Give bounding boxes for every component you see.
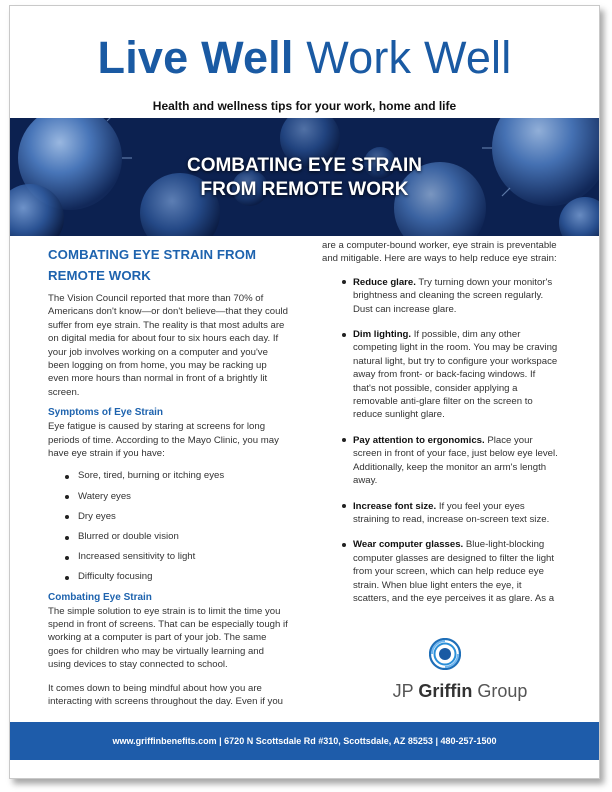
symptoms-intro: Eye fatigue is caused by staring at screens for long periods of time. According to the Mayo Clinic, you may have eye strain if you have: xyxy=(48,421,279,460)
tip-text: Try turning down your monitor's brightness and cleaning the screen regularly. Dust can increase glare. xyxy=(353,276,553,315)
newsletter-page xyxy=(9,5,600,779)
right-column xyxy=(322,239,560,617)
logo-text-jp: JP xyxy=(392,681,419,701)
article-heading-line1: COMBATING EYE STRAIN FROM xyxy=(48,247,257,262)
masthead-title xyxy=(10,32,599,84)
list-item: Blurred or double vision xyxy=(48,531,288,544)
tip-title: Dim lighting. xyxy=(353,329,412,341)
footer-contact-bar: www.griffinbenefits.com | 6720 N Scottsdale Rd #310, Scottsdale, AZ 85253 | 480-257-1500 xyxy=(10,722,599,760)
list-item: Difficulty focusing xyxy=(48,571,288,584)
tagline: Health and wellness tips for your work, home and life xyxy=(152,99,457,113)
banner-title-line2: FROM REMOTE WORK xyxy=(200,179,409,200)
company-logo xyxy=(360,638,560,718)
list-item: Dry eyes xyxy=(48,511,288,524)
list-item xyxy=(322,538,560,605)
combating-heading: Combating Eye Strain xyxy=(48,591,152,603)
hero-banner xyxy=(10,118,599,236)
intro-paragraph: The Vision Council reported that more than 70% of Americans don't know—or don't believe—that they could suffer from eye strain. The reality is that most adults are on digital media for about four to six hours each day. If your job involves working on a computer and you've been logging on from home, you may be racking up even more hours than normal in front of a brightly lit screen. xyxy=(48,293,288,398)
list-item: Watery eyes xyxy=(48,491,288,504)
list-item: Sore, tired, burning or itching eyes xyxy=(48,470,288,483)
tip-text: Place your screen in front of your face, just below eye level. Additionally, keep the monitor an arm's length away. xyxy=(353,434,558,487)
tip-title: Wear computer glasses. xyxy=(353,539,464,551)
tip-text: Blue-light-blocking computer glasses are designed to filter the light from your screen, which can help reduce eye strain. When blue light enters the eye, it scatters, and the eye perceives it as glare. As a xyxy=(353,539,555,604)
logo-wordmark xyxy=(360,681,560,702)
left-column xyxy=(48,244,288,716)
masthead-regular: Work Well xyxy=(306,32,512,83)
combating-paragraph-2: It comes down to being mindful about how you are interacting with screens throughout the day. Even if you xyxy=(48,682,284,708)
article-heading xyxy=(48,244,288,286)
logo-text-group: Group xyxy=(472,681,528,701)
tip-text: If possible, dim any other competing light in the room. You may be craving natural light, but try to configure your workspace away from front- or back-facing windows. If that's not possible, consider applying a removable anti-glare filter on the screen to reduce sunlight glare. xyxy=(353,329,558,421)
tip-title: Increase font size. xyxy=(353,500,437,512)
list-item xyxy=(322,500,560,527)
continued-paragraph: are a computer-bound worker, eye strain is preventable and mitigable. Here are ways to help reduce eye strain: xyxy=(322,240,557,265)
list-item xyxy=(322,328,560,422)
logo-text-griffin: Griffin xyxy=(418,681,473,701)
tip-title: Pay attention to ergonomics. xyxy=(353,434,485,446)
combating-paragraph-1: The simple solution to eye strain is to limit the time you spend in front of screens. That can be especially tough if working at a computer is part of your job. The same goes for children who may be virtually learning and using devices to stay connected to school. xyxy=(48,605,288,671)
list-item xyxy=(322,276,560,316)
swirl-logo-icon xyxy=(429,638,461,670)
article-heading-line2: REMOTE WORK xyxy=(48,268,151,283)
masthead-bold: Live Well xyxy=(97,32,294,83)
list-item: Increased sensitivity to light xyxy=(48,551,288,564)
banner-title xyxy=(10,154,599,202)
list-item xyxy=(322,434,560,488)
tip-title: Reduce glare. xyxy=(353,276,416,288)
tips-list xyxy=(322,276,560,606)
symptoms-list xyxy=(48,470,288,584)
symptoms-heading: Symptoms of Eye Strain xyxy=(48,407,164,419)
tip-text: If you feel your eyes straining to read, increase on-screen text size. xyxy=(353,500,550,525)
banner-title-line1: COMBATING EYE STRAIN xyxy=(186,155,423,176)
